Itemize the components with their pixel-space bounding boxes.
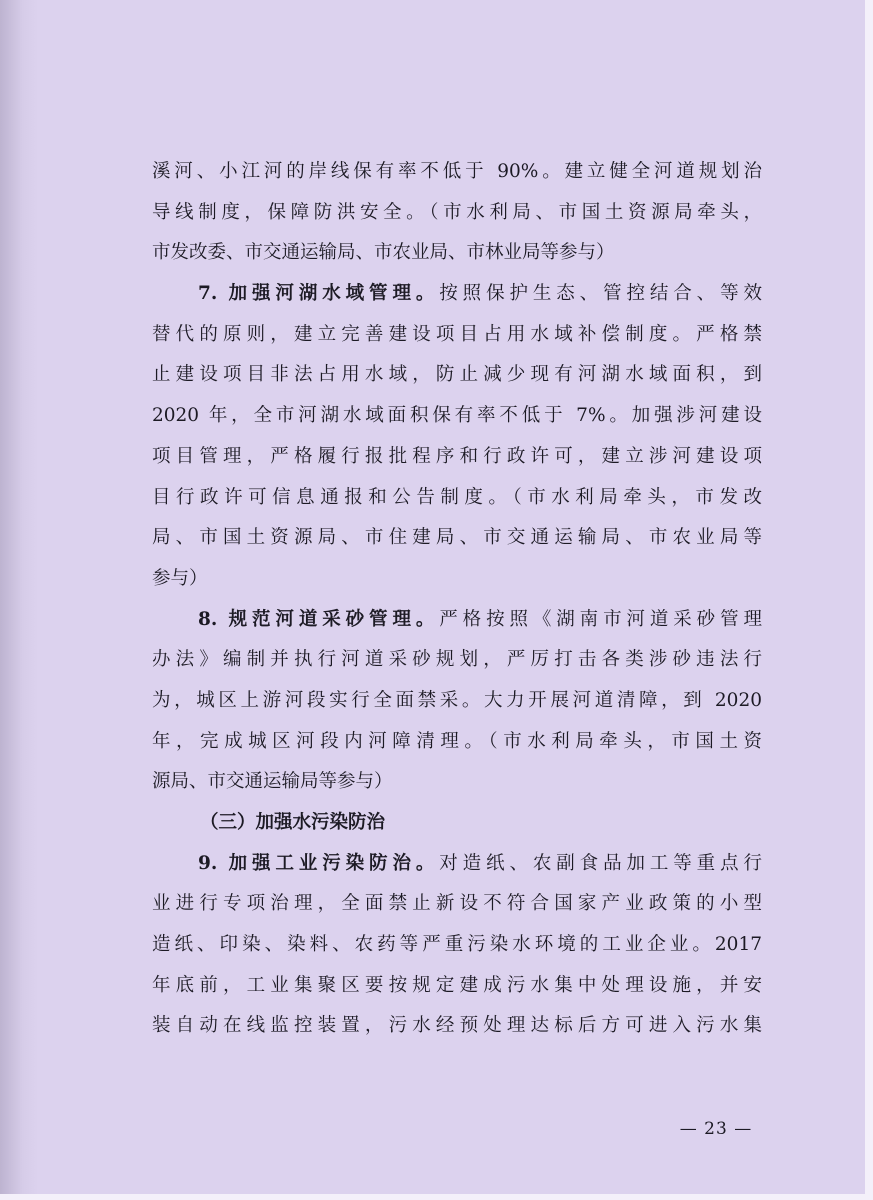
item-7-text: 按照保护生态、管控结合、等效 [439, 283, 762, 305]
paragraph-8-first-line [152, 600, 762, 641]
text-line: 参与） [152, 567, 208, 589]
page-number: — 23 — [679, 1119, 753, 1139]
text-line: 目行政许可信息通报和公告制度。（市水利局牵头，市发改 [152, 486, 762, 508]
text-line: 替代的原则，建立完善建设项目占用水域补偿制度。严格禁 [152, 323, 762, 345]
item-9-title: 9. 加强工业污染防治。 [198, 852, 440, 874]
text-line: 源局、市交通运输局等参与） [152, 771, 393, 793]
text-line: 项目管理，严格履行报批程序和行政许可，建立涉河建设项 [152, 445, 762, 467]
text-line: 市发改委、市交通运输局、市农业局、市林业局等参与） [152, 242, 615, 264]
text-line: 2020 年，全市河湖水域面积保有率不低于 7%。加强涉河建设 [152, 405, 762, 427]
item-8-title: 8. 规范河道采砂管理。 [198, 608, 440, 630]
text-line: 为，城区上游河段实行全面禁采。大力开展河道清障，到 2020 [152, 689, 762, 711]
text-line: 年底前，工业集聚区要按规定建成污水集中处理设施，并安 [152, 974, 762, 996]
book-binding-shadow [0, 0, 38, 1200]
text-line: 年，完成城区河段内河障清理。（市水利局牵头，市国土资 [152, 730, 762, 752]
text-line: 造纸、印染、染料、农药等严重污染水环境的工业企业。2017 [152, 934, 762, 956]
item-9-text: 对造纸、农副食品加工等重点行 [439, 852, 762, 874]
page-edge-bottom [0, 1194, 873, 1200]
item-7-title: 7. 加强河湖水域管理。 [198, 283, 440, 305]
text-line: 止建设项目非法占用水域，防止减少现有河湖水域面积，到 [152, 364, 762, 386]
text-line: 办法》编制并执行河道采砂规划，严厉打击各类涉砂违法行 [152, 649, 762, 671]
text-line: 溪河、小江河的岸线保有率不低于 90%。建立健全河道规划治 [152, 161, 762, 182]
paragraph-9-first-line [152, 844, 762, 885]
text-line: 装自动在线监控装置，污水经预处理达标后方可进入污水集 [152, 1015, 762, 1037]
section-heading: （三）加强水污染防治 [200, 812, 386, 833]
text-line: 业进行专项治理，全面禁止新设不符合国家产业政策的小型 [152, 893, 762, 915]
text-line: 导线制度，保障防洪安全。（市水利局、市国土资源局牵头， [152, 201, 762, 223]
page-edge [865, 0, 873, 1200]
document-body [152, 152, 762, 1047]
paragraph-7-first-line [152, 274, 762, 315]
text-line: 局、市国土资源局、市住建局、市交通运输局、市农业局等 [152, 527, 762, 549]
item-8-text: 严格按照《湖南市河道采砂管理 [439, 608, 762, 630]
